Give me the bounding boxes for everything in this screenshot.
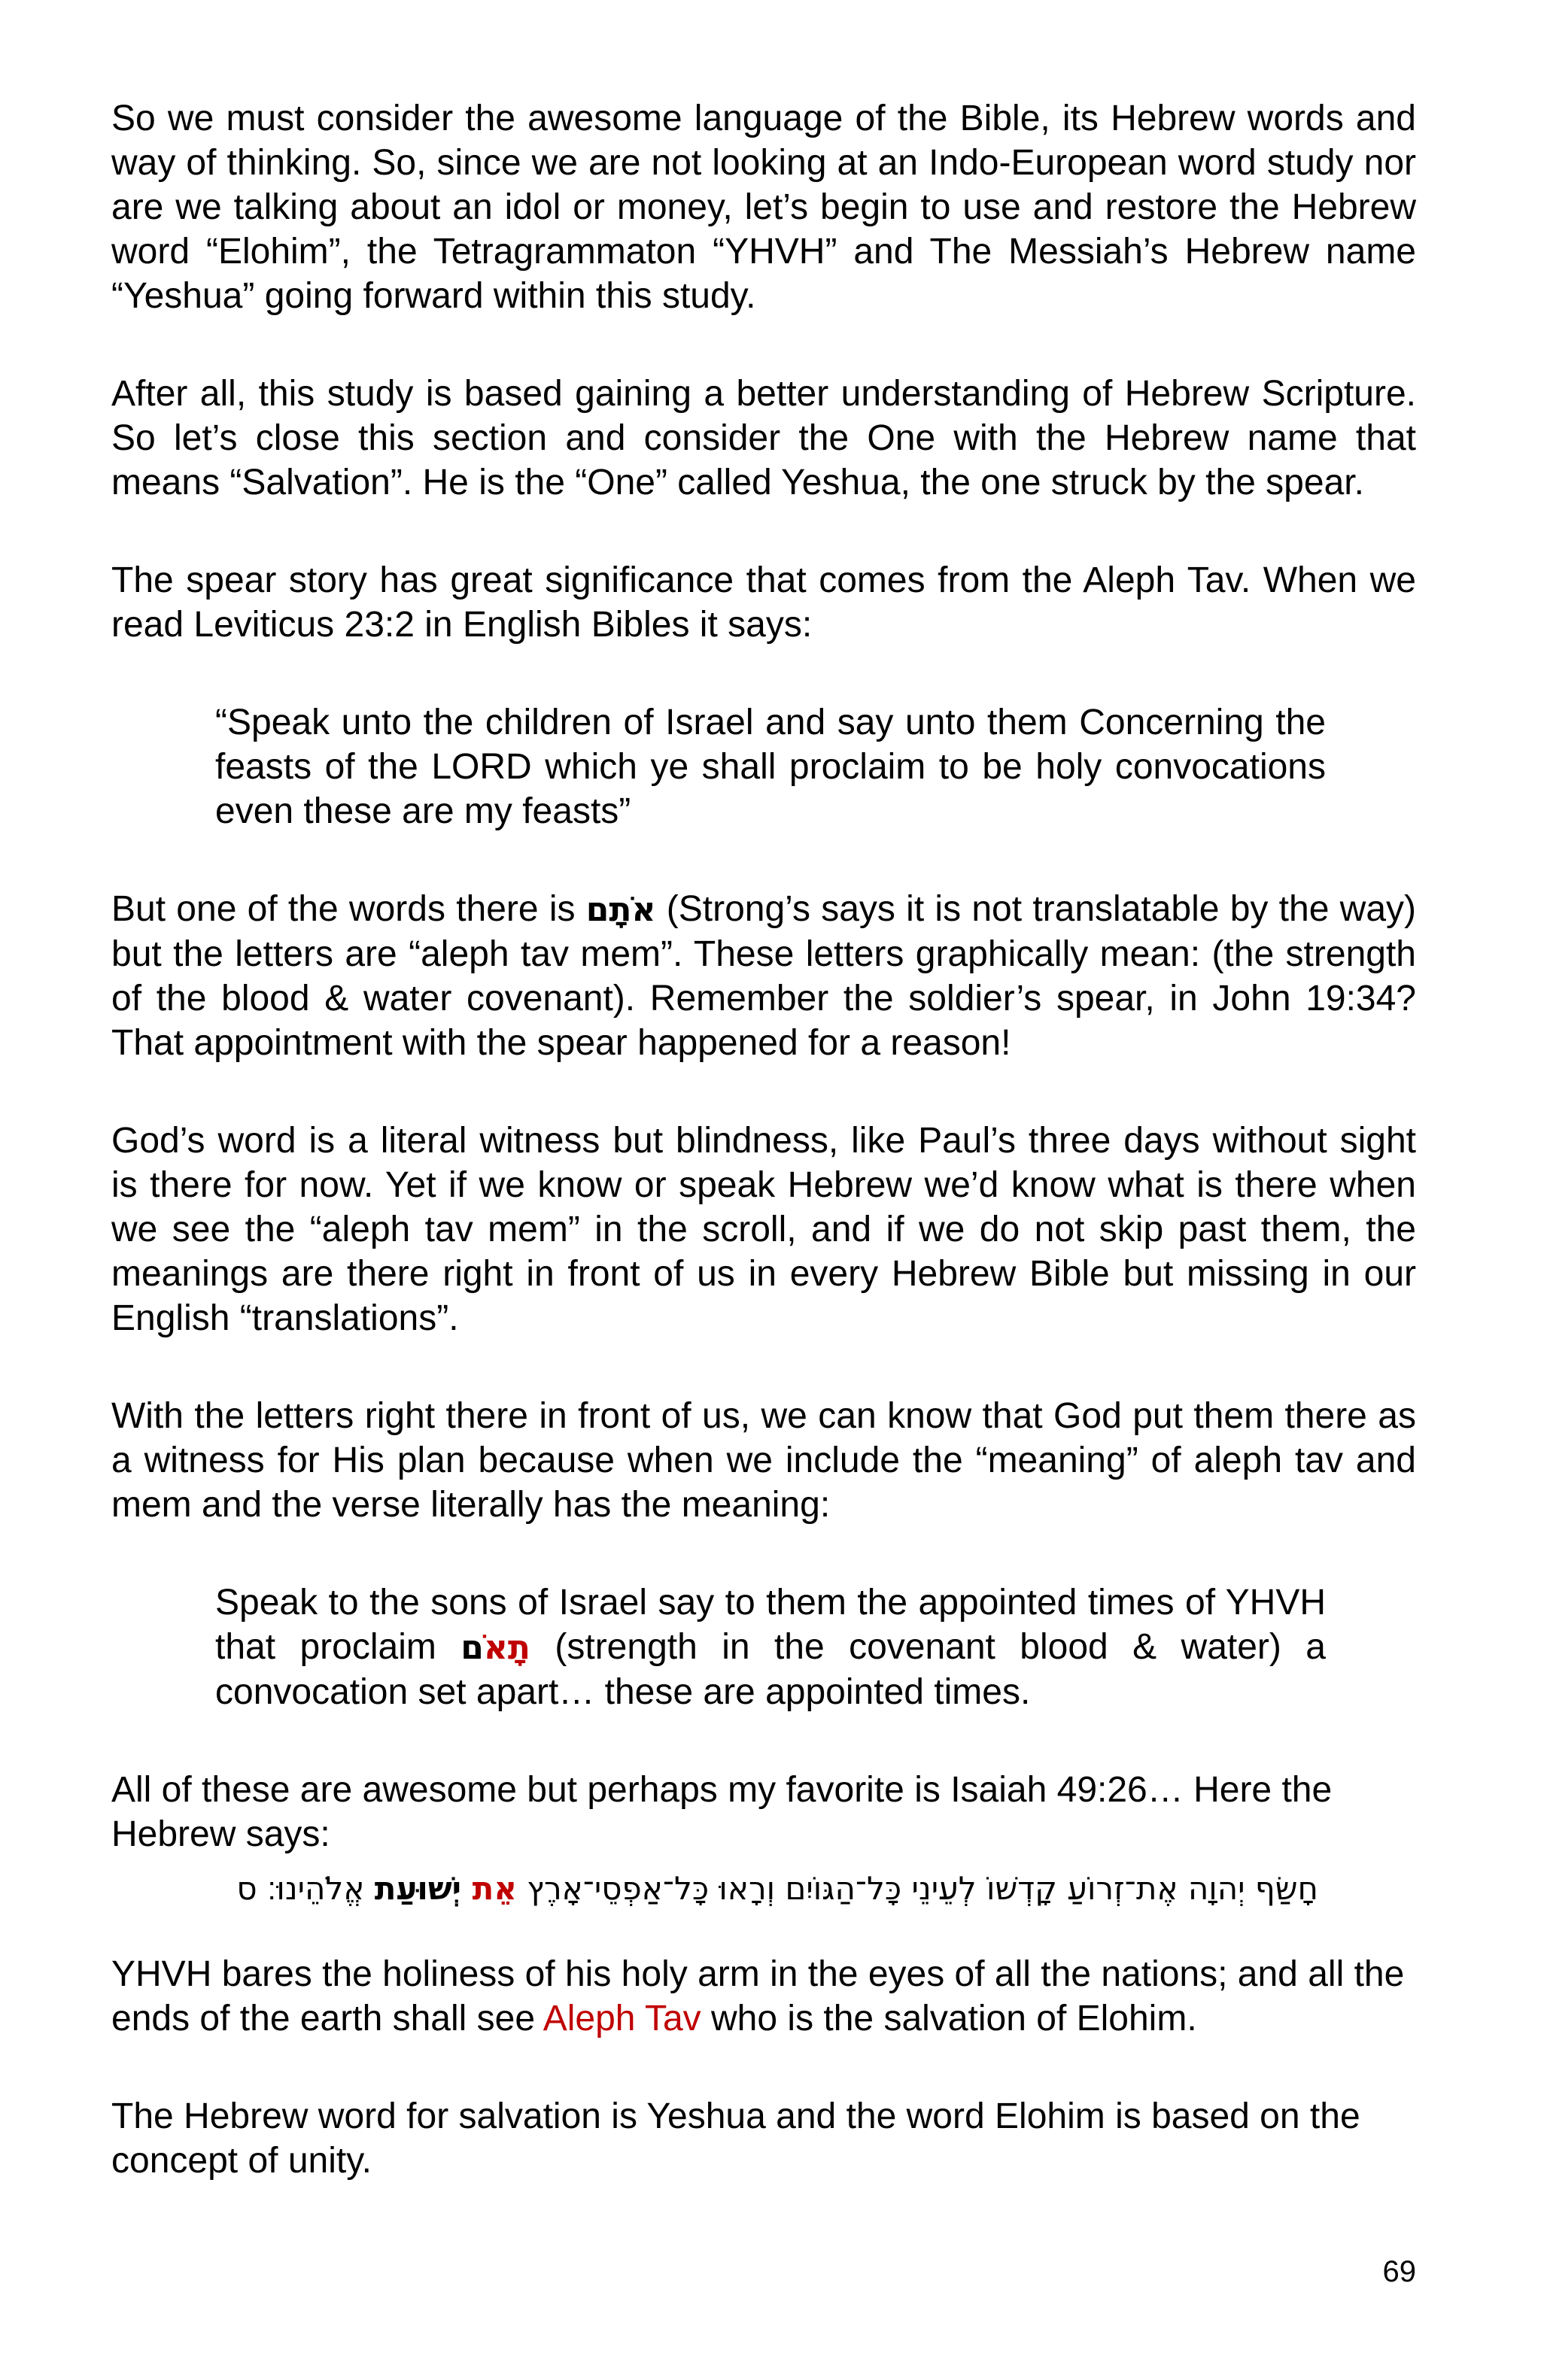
hebrew-word xyxy=(460,1629,530,1667)
text: (Strong’s says it is not translatable by the way) but the letters are “aleph tav mem”. These letters graphically mean: (the strength of the blood & water covenant). Remember the soldier’s spear, in John 19:34? That appointment with the spear happened for a reason! xyxy=(111,889,1417,1063)
text: חָשַׂף יְהוָה אֶת־זְרוֹעַ קָדְשׁוֹ לְעֵינֵי כָּל־הַגּוֹיִם וְרָאוּ כָּל־אַפְסֵי־אָרֶץ xyxy=(516,1870,1318,1907)
document-page xyxy=(111,96,1416,2236)
paragraph-hebrew-language: So we must consider the awesome language of the Bible, its Hebrew words and way of thinking. So, since we are not looking at an Indo-European word study nor are we talking about an idol or money, let’s begin to use and restore the Hebrew word “Elohim”, the Tetragrammaton “YHVH” and The Messiah’s Hebrew name “Yeshua” going forward within this study. xyxy=(111,99,1416,316)
paragraph-spear-story: The spear story has great significance that comes from the Aleph Tav. When we read Leviticus 23:2 in English Bibles it says: xyxy=(111,560,1416,645)
text: who is the salvation of Elohim. xyxy=(701,1999,1197,2038)
text: אֱלֹהֵינוּ׃ ס xyxy=(236,1870,375,1907)
paragraph-witness: God’s word is a literal witness but blindness, like Paul’s three days without sight is there for now. Yet if we know or speak Hebrew we’d know what is there when we see the “aleph tav mem” in the scroll, and if we do not skip past them, the meanings are there right in front of us in every Hebrew Bible but missing in our English “translations”. xyxy=(111,1121,1416,1338)
paragraph-letters: With the letters right there in front of us, we can know that God put them there as a witness for His plan because when we include the “meaning” of aleph tav and mem and the verse literally has the meaning: xyxy=(111,1396,1416,1525)
aleph-tav-highlight: Aleph Tav xyxy=(543,1999,701,2038)
paragraph-words xyxy=(111,887,1416,1065)
text: (strength in the covenant blood & water) a convocation set apart… these are appointed times. xyxy=(215,1627,1326,1712)
hebrew-black: ם xyxy=(460,1629,484,1667)
aleph-tav-hebrew: אֵת xyxy=(472,1870,517,1907)
hebrew-word: אֹתָם xyxy=(585,891,656,929)
hebrew-red: תָאֹ xyxy=(483,1629,530,1667)
paragraph-translation xyxy=(111,1952,1416,2041)
paragraph-isaiah: All of these are awesome but perhaps my favorite is Isaiah 49:26… Here the Hebrew says: xyxy=(111,1770,1333,1854)
text: But one of the words there is xyxy=(111,889,586,929)
page-number: 69 xyxy=(1382,2255,1416,2288)
hebrew-verse xyxy=(122,1866,1318,1911)
yeshuat-hebrew: יְשׁוּעַת xyxy=(374,1870,473,1907)
leviticus-quote: “Speak unto the children of Israel and say unto them Concerning the feasts of the LORD which ye shall proclaim to be holy convocations even these are my feasts” xyxy=(215,703,1326,831)
text: YHVH bares the holiness of his holy arm in the eyes of all the nations; and all the ends of the earth shall see xyxy=(111,1954,1405,2038)
paragraph-after-all: After all, this study is based gaining a better understanding of Hebrew Scripture. So let’s close this section and consider the One with the Hebrew name that means “Salvation”. He is the “One” called Yeshua, the one struck by the spear. xyxy=(111,374,1416,502)
literal-meaning-quote xyxy=(215,1580,1326,1714)
text: Speak to the sons of Israel say to them the appointed times of YHVH that proclaim xyxy=(215,1583,1326,1667)
paragraph-salvation: The Hebrew word for salvation is Yeshua and the word Elohim is based on the concept of unity. xyxy=(111,2096,1360,2181)
